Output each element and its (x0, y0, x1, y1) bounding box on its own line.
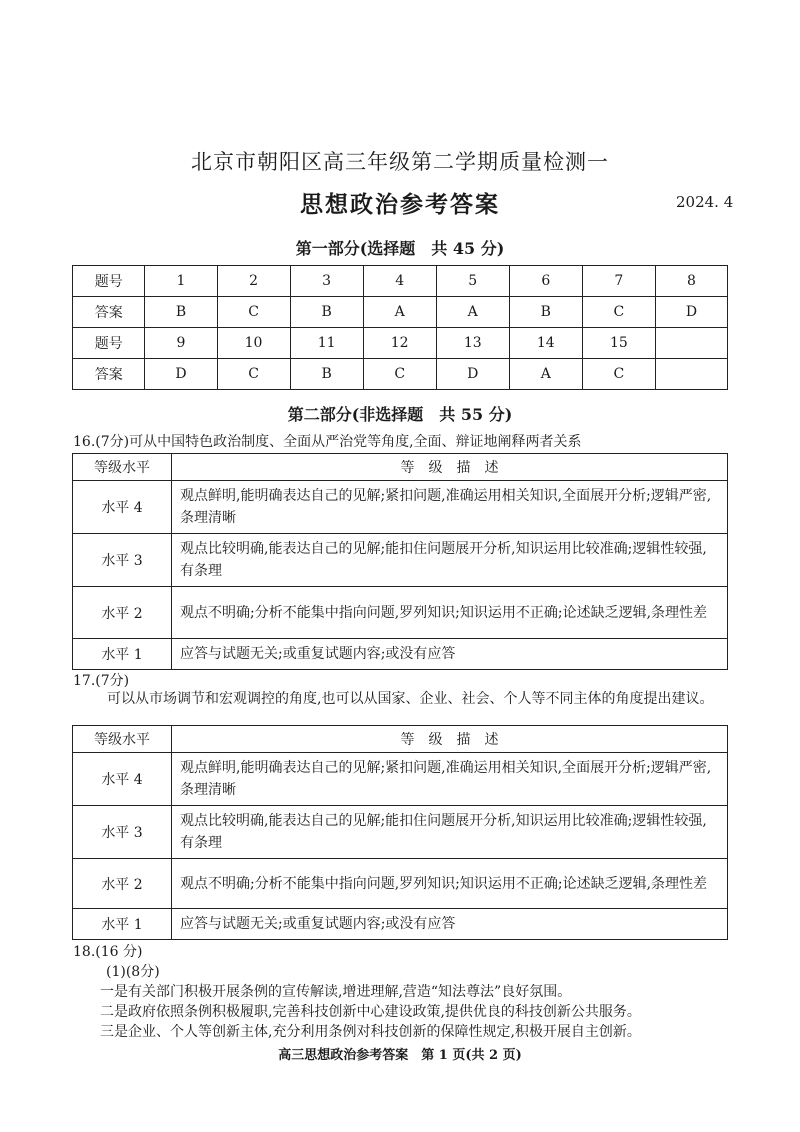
answer-table-cell: A (509, 359, 582, 390)
answer-table-cell: B (290, 297, 363, 328)
rubric-level: 水平 4 (73, 481, 172, 534)
answer-table-cell: C (217, 297, 290, 328)
answer-table-cell: 13 (436, 328, 509, 359)
rubric-desc: 应答与试题无关;或重复试题内容;或没有应答 (172, 909, 728, 940)
answer-table-row-label: 答案 (73, 359, 145, 390)
rubric-level: 水平 1 (73, 909, 172, 940)
answer-table-cell: B (145, 297, 217, 328)
answer-table-row (73, 359, 728, 390)
question-17-text: 可以从市场调节和宏观调控的角度,也可以从国家、企业、社会、个人等不同主体的角度提出建议。 (107, 691, 714, 707)
answer-table-cell: D (145, 359, 217, 390)
answer-table-cell: 10 (217, 328, 290, 359)
rubric-level: 水平 2 (73, 587, 172, 639)
document-date: 2024. 4 (676, 193, 734, 211)
rubric-header-desc: 等 级 描 述 (172, 454, 728, 481)
question-17-heading: 17.(7分) (73, 673, 130, 689)
answer-table-cell: A (363, 297, 436, 328)
rubric-desc: 观点比较明确,能表达自己的见解;能扣住问题展开分析,知识运用比较准确;逻辑性较强,有条理 (172, 534, 728, 587)
answer-table-cell: C (582, 297, 655, 328)
answer-table-cell: 12 (363, 328, 436, 359)
answer-table-cell: 14 (509, 328, 582, 359)
rubric-level: 水平 4 (73, 753, 172, 806)
document-title: 思想政治参考答案 (300, 191, 500, 218)
answer-table-cell: D (655, 297, 727, 328)
rubric-desc: 观点比较明确,能表达自己的见解;能扣住问题展开分析,知识运用比较准确;逻辑性较强,有条理 (172, 806, 728, 859)
rubric-level: 水平 2 (73, 859, 172, 909)
multiple-choice-answer-table (72, 265, 728, 390)
rubric-desc: 观点不明确;分析不能集中指向问题,罗列知识;知识运用不正确;论述缺乏逻辑,条理性差 (172, 587, 728, 639)
answer-table-cell: C (582, 359, 655, 390)
answer-table-row (73, 328, 728, 359)
answer-table-row-label: 题号 (73, 328, 145, 359)
part2-title: 第二部分(非选择题 共 55 分) (287, 405, 513, 424)
answer-table-cell (655, 359, 727, 390)
question-16-heading: 16.(7分)可从中国特色政治制度、全面从严治党等角度,全面、辩证地阐释两者关系 (73, 434, 582, 450)
rubric-header-desc: 等 级 描 述 (172, 726, 728, 753)
question-17-rubric-table (72, 725, 728, 940)
answer-table-cell (655, 328, 727, 359)
answer-table-cell: 11 (290, 328, 363, 359)
answer-table-cell: 8 (655, 266, 727, 297)
answer-table-cell: 1 (145, 266, 217, 297)
rubric-level: 水平 1 (73, 639, 172, 670)
answer-table-cell: A (436, 297, 509, 328)
rubric-desc: 观点不明确;分析不能集中指向问题,罗列知识;知识运用不正确;论述缺乏逻辑,条理性差 (172, 859, 728, 909)
rubric-desc: 观点鲜明,能明确表达自己的见解;紧扣问题,准确运用相关知识,全面展开分析;逻辑严密,条理清晰 (172, 753, 728, 806)
answer-table-cell: 7 (582, 266, 655, 297)
answer-line: 二是政府依照条例积极履职,完善科技创新中心建设政策,提供优良的科技创新公共服务。 (100, 1004, 641, 1020)
page-footer: 高三思想政治参考答案 第 1 页(共 2 页) (278, 1048, 522, 1063)
rubric-level: 水平 3 (73, 534, 172, 587)
answer-table-cell: C (363, 359, 436, 390)
question-18-subpart: (1)(8分) (106, 964, 160, 980)
answer-table-cell: B (509, 297, 582, 328)
rubric-header-level: 等级水平 (73, 726, 172, 753)
answer-table-cell: 9 (145, 328, 217, 359)
rubric-level: 水平 3 (73, 806, 172, 859)
answer-table-cell: D (436, 359, 509, 390)
question-16-rubric-table (72, 453, 728, 670)
answer-table-cell: 5 (436, 266, 509, 297)
answer-table-cell: 3 (290, 266, 363, 297)
rubric-desc: 观点鲜明,能明确表达自己的见解;紧扣问题,准确运用相关知识,全面展开分析;逻辑严密,条理清晰 (172, 481, 728, 534)
answer-line: 三是企业、个人等创新主体,充分利用条例对科技创新的保障性规定,积极开展自主创新。 (100, 1024, 641, 1040)
answer-line: 一是有关部门积极开展条例的宣传解读,增进理解,营造“知法尊法”良好氛围。 (100, 984, 572, 1000)
answer-table-row-label: 题号 (73, 266, 145, 297)
part1-title: 第一部分(选择题 共 45 分) (295, 239, 505, 258)
exam-title: 北京市朝阳区高三年级第二学期质量检测一 (191, 150, 609, 174)
answer-table-row (73, 297, 728, 328)
answer-table-cell: 4 (363, 266, 436, 297)
answer-table-row (73, 266, 728, 297)
answer-table-cell: C (217, 359, 290, 390)
answer-table-cell: 15 (582, 328, 655, 359)
question-18-heading: 18.(16 分) (73, 944, 143, 960)
answer-table-cell: 2 (217, 266, 290, 297)
answer-table-cell: B (290, 359, 363, 390)
rubric-desc: 应答与试题无关;或重复试题内容;或没有应答 (172, 639, 728, 670)
answer-table-row-label: 答案 (73, 297, 145, 328)
answer-table-cell: 6 (509, 266, 582, 297)
rubric-header-level: 等级水平 (73, 454, 172, 481)
